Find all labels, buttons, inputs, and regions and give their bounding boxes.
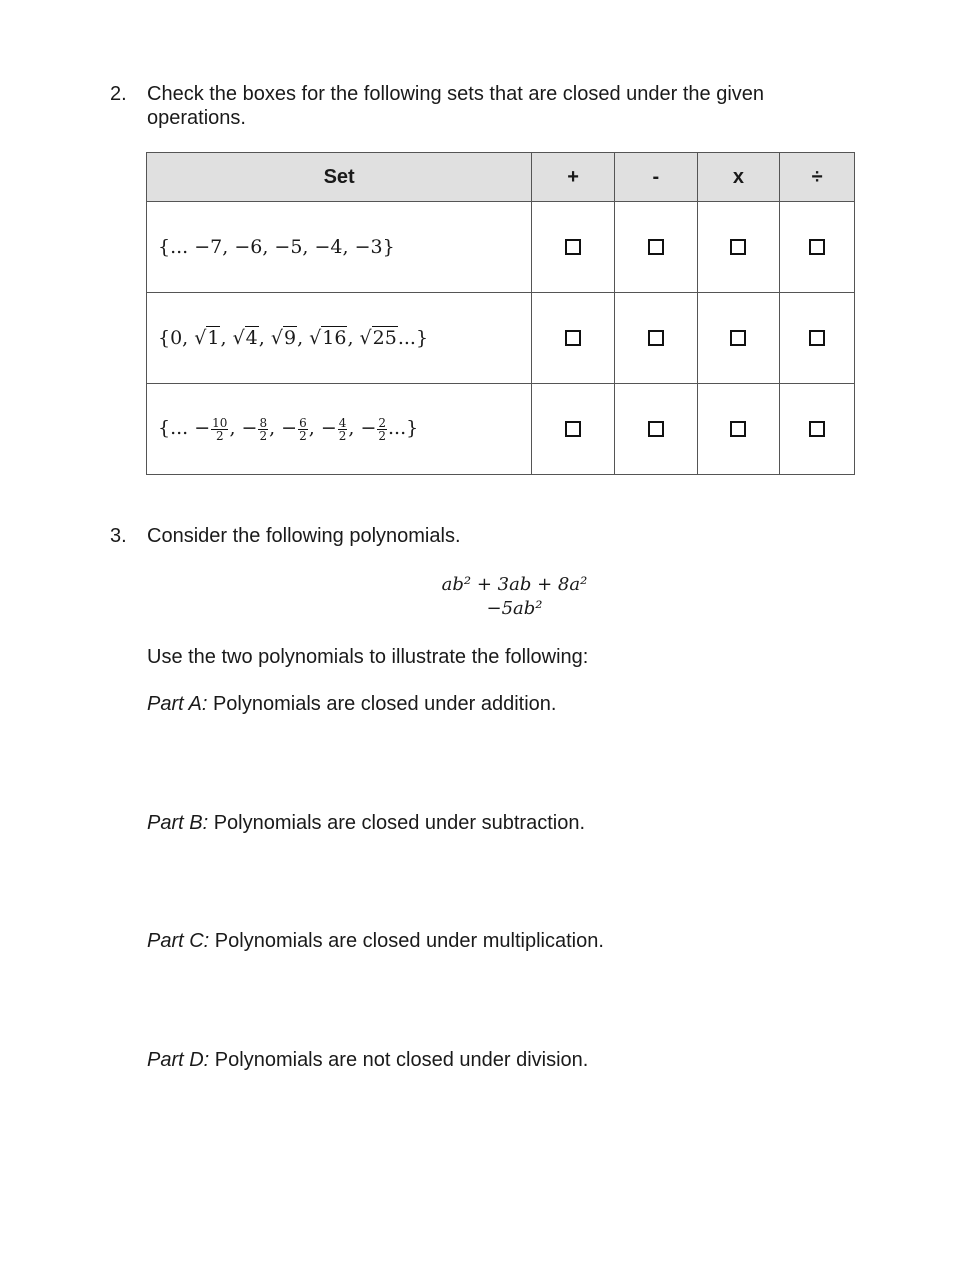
- part-label: Part B:: [147, 812, 209, 834]
- question-text: Consider the following polynomials.: [147, 525, 461, 547]
- header-minus: -: [614, 153, 697, 202]
- question-number: 2.: [110, 83, 127, 105]
- part-label: Part D:: [147, 1049, 210, 1071]
- closure-table: [146, 152, 855, 475]
- checkbox-times[interactable]: [730, 239, 746, 255]
- fraction-term: $\frac{4}{2}$: [338, 415, 347, 443]
- set-open: {...: [158, 417, 195, 439]
- part-label: Part C:: [147, 930, 210, 952]
- sqrt-term: √4: [232, 327, 258, 349]
- set-integers: {... −7, −6, −5, −4, −3}: [158, 236, 395, 258]
- set-cell: [147, 384, 532, 475]
- table-row: [147, 384, 855, 475]
- checkbox-plus[interactable]: [565, 239, 581, 255]
- fraction-term: $\frac{6}{2}$: [299, 415, 307, 443]
- part-c: [147, 929, 604, 953]
- set-cell: [147, 293, 532, 384]
- header-times: x: [697, 153, 780, 202]
- fraction-term: $\frac{10}{2}$: [212, 415, 228, 443]
- checkbox-divide[interactable]: [809, 239, 825, 255]
- part-b: [147, 811, 585, 835]
- table-row: [147, 202, 855, 293]
- set-open: {0,: [158, 327, 195, 349]
- checkbox-plus[interactable]: [565, 330, 581, 346]
- set-cell: [147, 202, 532, 293]
- checkbox-times[interactable]: [730, 330, 746, 346]
- part-text: Polynomials are closed under addition.: [207, 693, 557, 715]
- part-text: Polynomials are closed under subtraction.: [208, 812, 586, 834]
- sqrt-term: √9: [270, 327, 297, 349]
- sqrt-term: √16: [309, 327, 347, 349]
- part-d: [147, 1048, 588, 1072]
- checkbox-times[interactable]: [730, 421, 746, 437]
- part-a: [147, 692, 556, 716]
- fraction-term: $\frac{8}{2}$: [259, 415, 268, 443]
- part-text: Polynomials are not closed under division.: [209, 1049, 589, 1071]
- set-square-roots: {0, √1, √4, √9, √16, √25...}: [158, 327, 429, 349]
- checkbox-minus[interactable]: [648, 421, 664, 437]
- part-text: Polynomials are closed under multiplication.: [209, 930, 604, 952]
- checkbox-minus[interactable]: [648, 330, 664, 346]
- set-close: ...}: [397, 327, 429, 349]
- checkbox-minus[interactable]: [648, 239, 664, 255]
- question-number: 3.: [110, 525, 127, 547]
- checkbox-divide[interactable]: [809, 330, 825, 346]
- instruction-text: Use the two polynomials to illustrate the following:: [147, 646, 589, 668]
- header-set: Set: [147, 153, 532, 202]
- part-label: Part A:: [147, 693, 208, 715]
- question-text: Check the boxes for the following sets that are closed under the given operations.: [147, 83, 765, 129]
- polynomial-2: −5ab²: [486, 598, 543, 619]
- set-fractions: {... − $\frac{10}{2}$ , − $\frac{8}{2}$ , − $\frac{6}{2}$ , − $\frac{4}{2}$ , − $\frac{2}{2}$ ...}: [158, 415, 419, 443]
- table-header-row: [147, 153, 855, 202]
- header-plus: +: [532, 153, 615, 202]
- set-close: ...}: [388, 417, 419, 439]
- fraction-term: $\frac{2}{2}$: [378, 415, 387, 443]
- checkbox-plus[interactable]: [565, 421, 581, 437]
- header-divide: ÷: [780, 153, 855, 202]
- polynomial-1: ab² + 3ab + 8a²: [441, 574, 588, 595]
- table-row: [147, 293, 855, 384]
- sqrt-term: √1: [194, 327, 220, 349]
- checkbox-divide[interactable]: [809, 421, 825, 437]
- sqrt-term: √25: [359, 327, 397, 349]
